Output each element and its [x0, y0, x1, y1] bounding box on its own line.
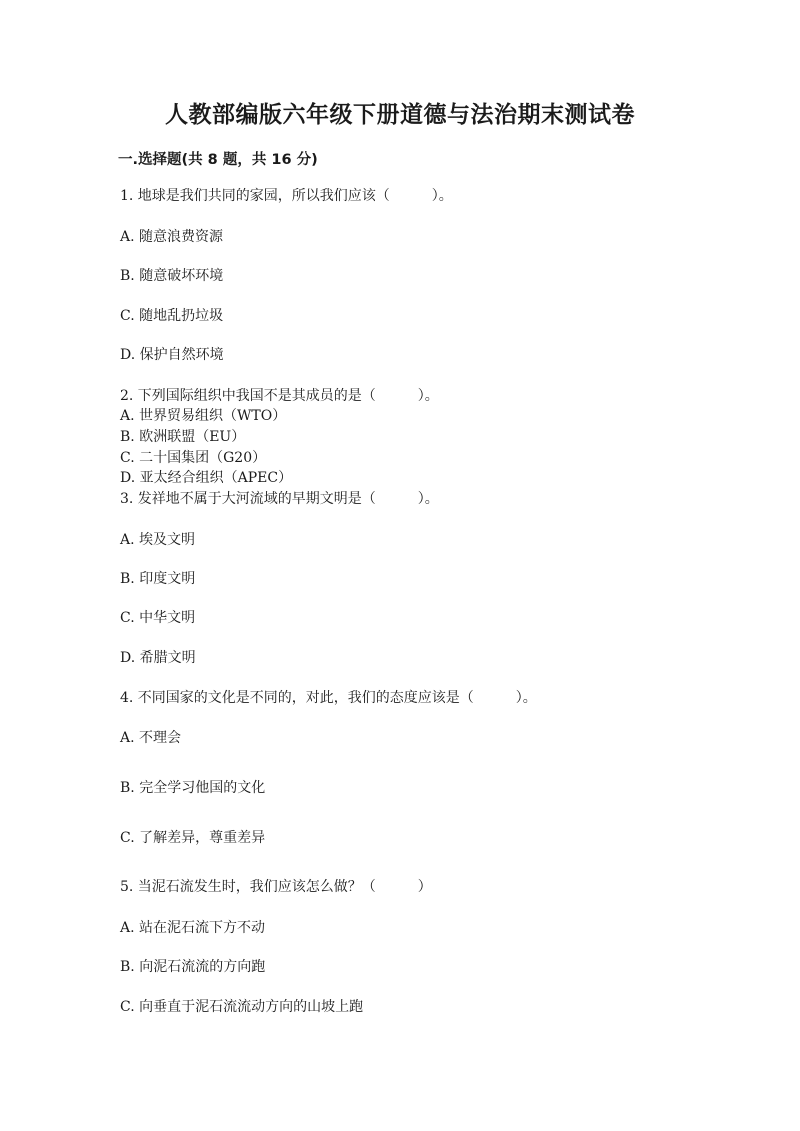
- exam-title: 人教部编版六年级下册道德与法治期末测试卷: [165, 101, 635, 128]
- question-5-option-c: C. 向垂直于泥石流流动方向的山坡上跑: [120, 999, 364, 1015]
- question-3-option-d: D. 希腊文明: [120, 650, 196, 666]
- question-3-option-c: C. 中华文明: [120, 610, 196, 626]
- question-1-option-c: C. 随地乱扔垃圾: [120, 308, 224, 324]
- question-2-stem: 2. 下列国际组织中我国不是其成员的是（ ）。: [120, 388, 439, 404]
- question-1-option-a: A. 随意浪费资源: [120, 229, 224, 245]
- question-3-option-b: B. 印度文明: [120, 571, 196, 587]
- question-1-option-d: D. 保护自然环境: [120, 347, 224, 363]
- question-2-option-b: B. 欧洲联盟（EU）: [120, 429, 246, 445]
- question-4-stem: 4. 不同国家的文化是不同的，对此，我们的态度应该是（ ）。: [120, 690, 537, 706]
- question-2-option-c: C. 二十国集团（G20）: [120, 450, 267, 466]
- question-5-option-b: B. 向泥石流流的方向跑: [120, 959, 266, 975]
- question-1-option-b: B. 随意破坏环境: [120, 268, 224, 284]
- question-5-stem: 5. 当泥石流发生时，我们应该怎么做？（ ）: [120, 879, 432, 895]
- question-1-stem: 1. 地球是我们共同的家园，所以我们应该（ ）。: [120, 188, 453, 204]
- question-4-option-a: A. 不理会: [120, 730, 182, 746]
- question-4-option-b: B. 完全学习他国的文化: [120, 780, 266, 796]
- question-3-option-a: A. 埃及文明: [120, 532, 196, 548]
- section-heading: 一.选择题(共 8 题，共 16 分): [118, 152, 318, 168]
- question-4-option-c: C. 了解差异，尊重差异: [120, 830, 266, 846]
- question-2-option-a: A. 世界贸易组织（WTO）: [120, 408, 287, 424]
- question-5-option-a: A. 站在泥石流下方不动: [120, 920, 266, 936]
- question-3-stem: 3. 发祥地不属于大河流域的早期文明是（ ）。: [120, 491, 439, 507]
- question-2-option-d: D. 亚太经合组织（APEC）: [120, 470, 293, 486]
